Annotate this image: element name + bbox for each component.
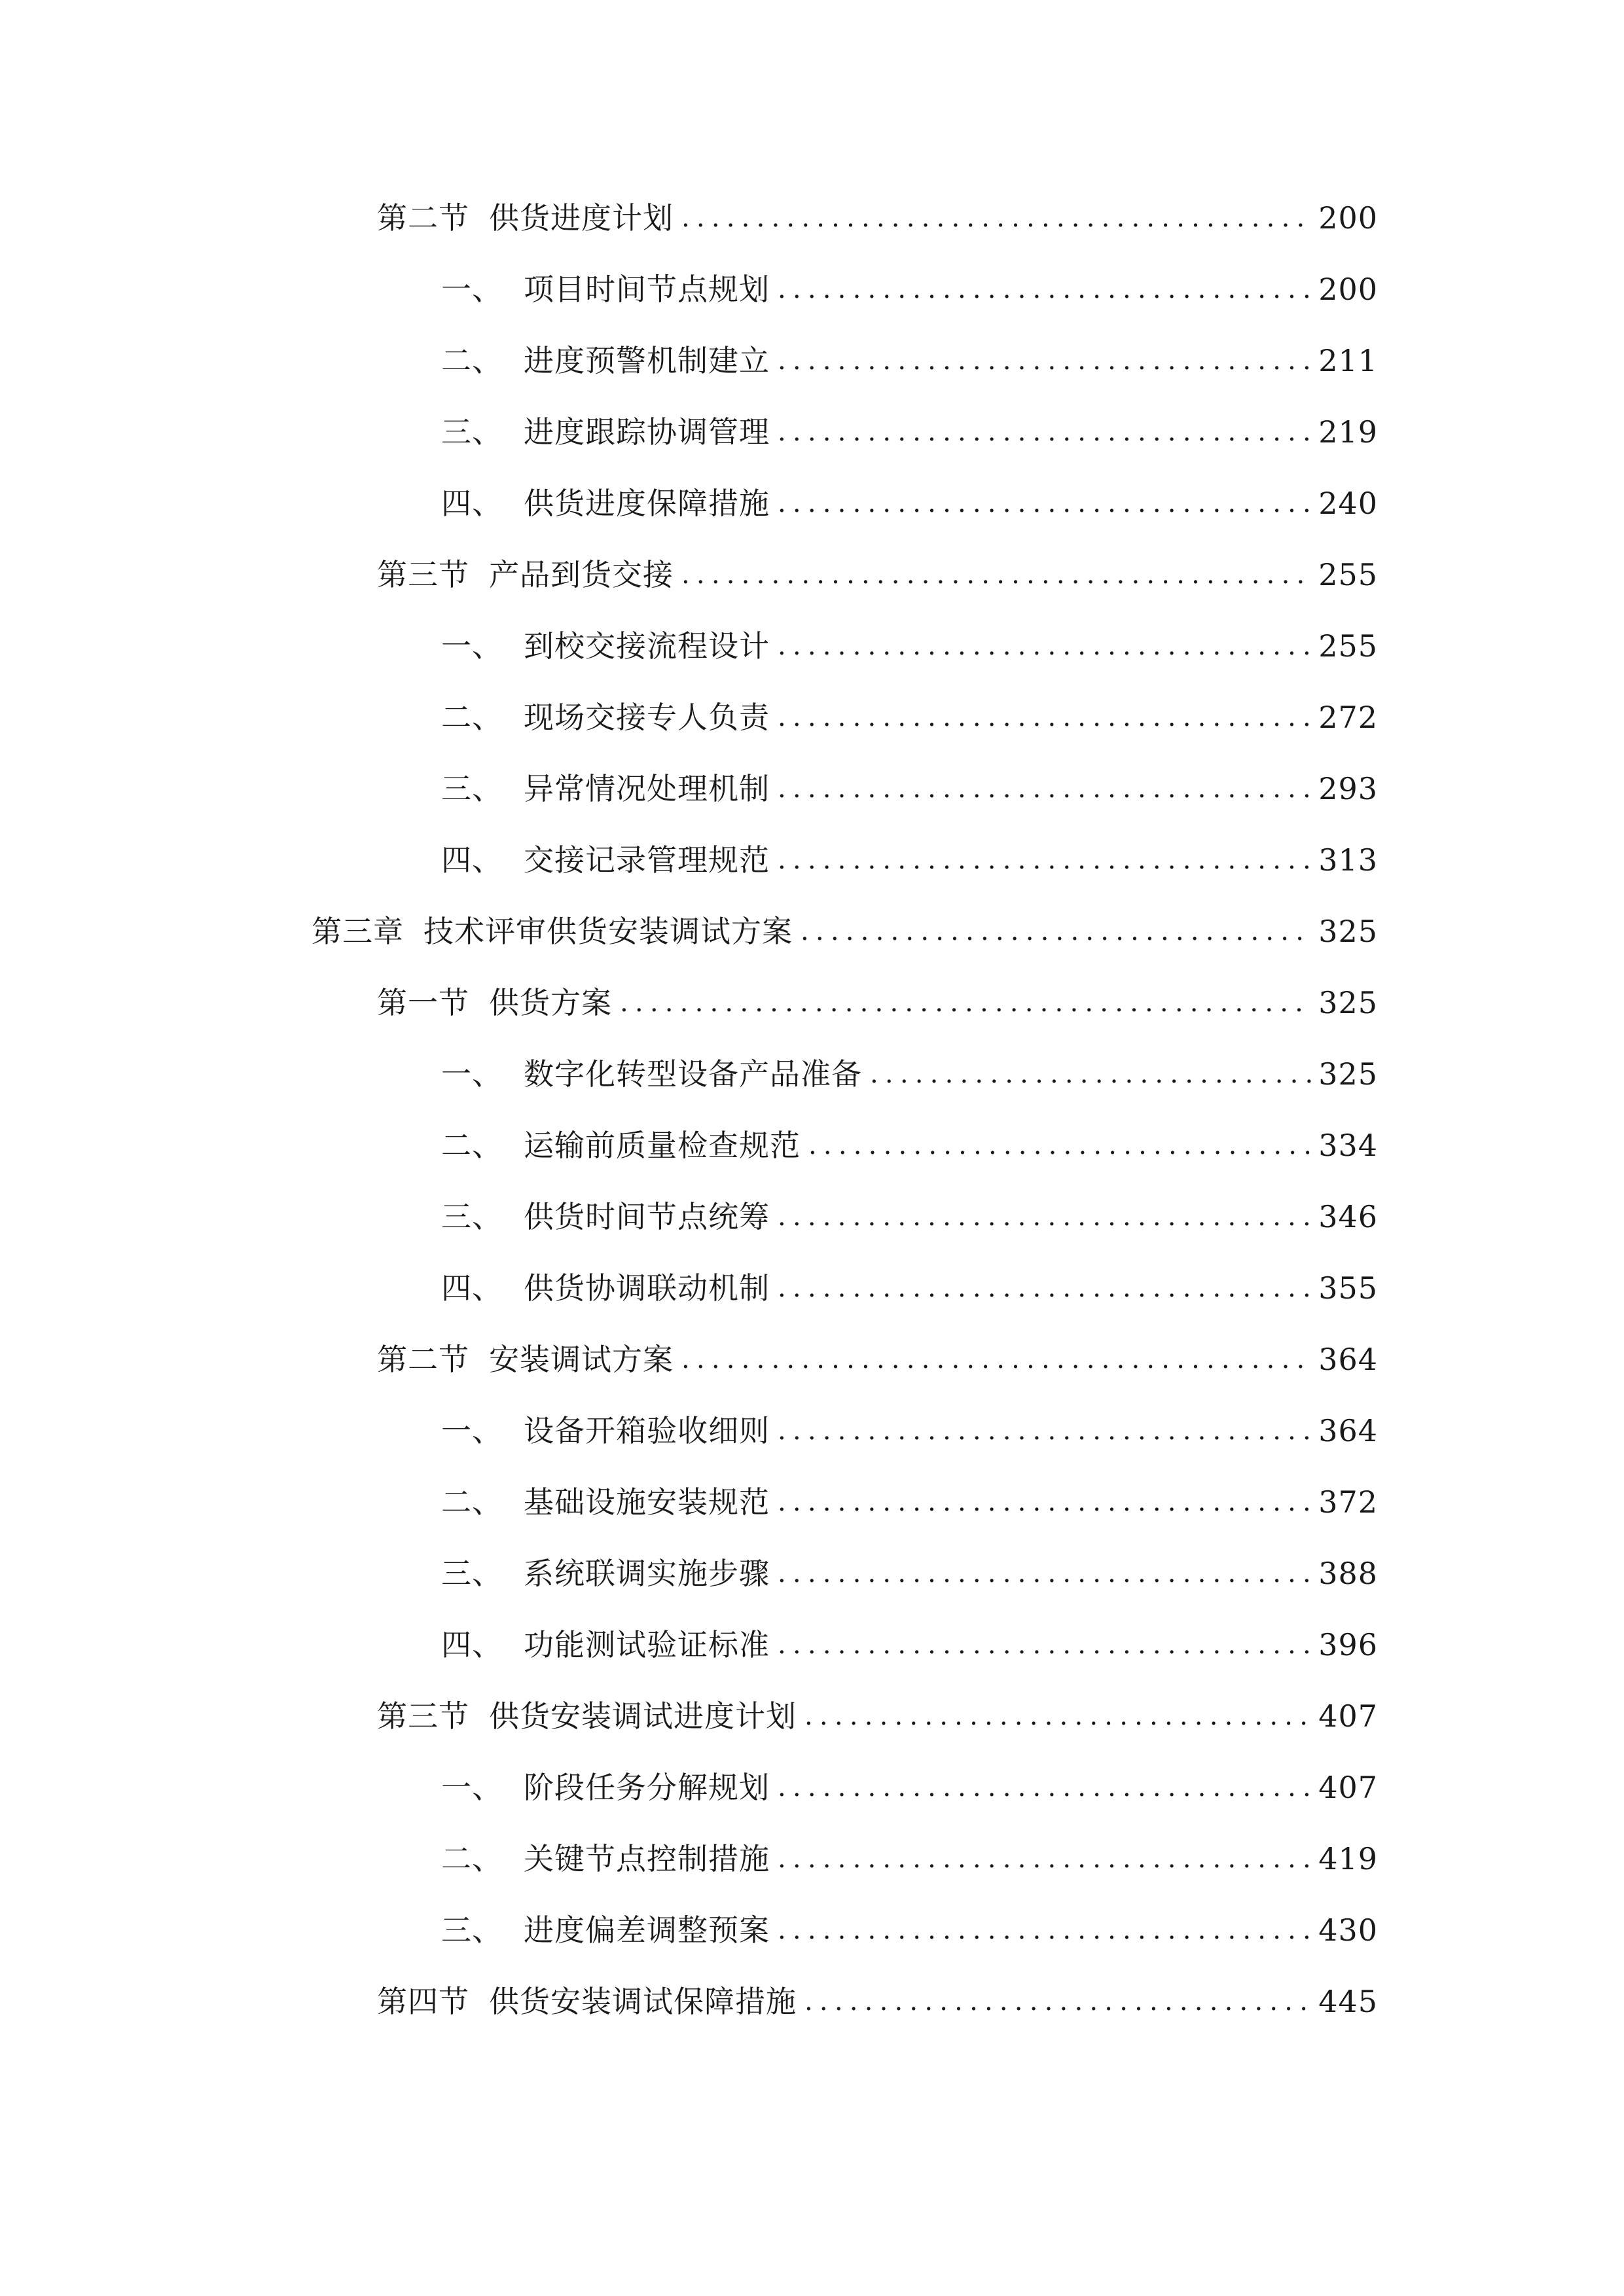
- entry-title: 交接记录管理规范: [524, 842, 770, 878]
- entry-title: 异常情况处理机制: [524, 771, 770, 806]
- entry-prefix: 第三节: [377, 557, 469, 592]
- toc-entry[interactable]: [441, 834, 1378, 886]
- dot-leader: [870, 1048, 1312, 1100]
- entry-page-number: 445: [1318, 1984, 1378, 2019]
- entry-page-number: 396: [1318, 1627, 1378, 1662]
- dot-leader: [801, 905, 1312, 958]
- entry-prefix: 三、: [441, 1199, 503, 1234]
- entry-prefix: 二、: [441, 1484, 503, 1520]
- entry-page-number: 388: [1318, 1556, 1378, 1591]
- dot-leader: [778, 1761, 1312, 1814]
- dot-leader: [804, 1975, 1312, 2028]
- toc-entry[interactable]: [441, 1262, 1378, 1314]
- entry-prefix: 四、: [441, 842, 503, 878]
- entry-prefix: 第二节: [377, 200, 469, 236]
- toc-entry[interactable]: [441, 691, 1378, 744]
- dot-leader: [778, 1476, 1312, 1528]
- entry-prefix: 一、: [441, 628, 503, 664]
- entry-prefix: 第三章: [312, 914, 404, 949]
- toc-entry[interactable]: [312, 905, 1378, 958]
- dot-leader: [778, 406, 1312, 458]
- entry-title: 系统联调实施步骤: [524, 1556, 770, 1591]
- toc-entry[interactable]: [377, 977, 1378, 1029]
- entry-prefix: 第四节: [377, 1984, 469, 2019]
- entry-prefix: 一、: [441, 1056, 503, 1092]
- dot-leader: [681, 192, 1312, 244]
- toc-entry[interactable]: [377, 192, 1378, 244]
- entry-title: 供货协调联动机制: [524, 1270, 770, 1306]
- entry-prefix: 三、: [441, 1912, 503, 1948]
- entry-prefix: 第三节: [377, 1698, 469, 1734]
- dot-leader: [778, 762, 1312, 815]
- entry-prefix: 二、: [441, 343, 503, 378]
- dot-leader: [778, 1833, 1312, 1885]
- entry-title: 项目时间节点规划: [524, 272, 770, 307]
- dot-leader: [778, 691, 1312, 744]
- dot-leader: [681, 548, 1312, 601]
- entry-page-number: 346: [1318, 1199, 1378, 1234]
- entry-title: 供货方案: [489, 985, 612, 1020]
- toc-entry[interactable]: [377, 1690, 1378, 1742]
- toc-entry[interactable]: [441, 1833, 1378, 1885]
- entry-page-number: 407: [1318, 1698, 1378, 1734]
- toc-entry[interactable]: [441, 1119, 1378, 1172]
- dot-leader: [778, 1904, 1312, 1956]
- entry-title: 设备开箱验收细则: [524, 1413, 770, 1448]
- entry-prefix: 二、: [441, 1841, 503, 1876]
- dot-leader: [778, 620, 1312, 672]
- toc-entry[interactable]: [377, 1975, 1378, 2028]
- dot-leader: [778, 1405, 1312, 1457]
- entry-title: 供货进度计划: [489, 200, 674, 236]
- toc-entry[interactable]: [377, 1333, 1378, 1386]
- entry-page-number: 419: [1318, 1841, 1378, 1876]
- dot-leader: [778, 1547, 1312, 1600]
- entry-title: 功能测试验证标准: [524, 1627, 770, 1662]
- dot-leader: [778, 1191, 1312, 1243]
- entry-page-number: 200: [1318, 200, 1378, 236]
- dot-leader: [778, 834, 1312, 886]
- entry-prefix: 第二节: [377, 1342, 469, 1377]
- entry-title: 运输前质量检查规范: [524, 1128, 801, 1163]
- dot-leader: [778, 334, 1312, 387]
- toc-entry[interactable]: [441, 1048, 1378, 1100]
- entry-page-number: 364: [1318, 1342, 1378, 1377]
- entry-prefix: 四、: [441, 486, 503, 521]
- entry-title: 数字化转型设备产品准备: [524, 1056, 862, 1092]
- dot-leader: [778, 477, 1312, 529]
- entry-page-number: 325: [1318, 985, 1378, 1020]
- entry-page-number: 255: [1318, 557, 1378, 592]
- dot-leader: [778, 263, 1312, 315]
- entry-title: 安装调试方案: [489, 1342, 674, 1377]
- entry-page-number: 255: [1318, 628, 1378, 664]
- entry-page-number: 355: [1318, 1270, 1378, 1306]
- entry-title: 供货安装调试保障措施: [489, 1984, 797, 2019]
- entry-title: 供货安装调试进度计划: [489, 1698, 797, 1734]
- entry-prefix: 一、: [441, 1770, 503, 1805]
- dot-leader: [620, 977, 1312, 1029]
- dot-leader: [808, 1119, 1312, 1172]
- entry-title: 供货时间节点统筹: [524, 1199, 770, 1234]
- entry-prefix: 二、: [441, 1128, 503, 1163]
- entry-page-number: 430: [1318, 1912, 1378, 1948]
- entry-page-number: 272: [1318, 700, 1378, 735]
- entry-page-number: 211: [1318, 343, 1378, 378]
- entry-prefix: 四、: [441, 1627, 503, 1662]
- toc-entry[interactable]: [441, 334, 1378, 387]
- toc-entry[interactable]: [441, 1547, 1378, 1600]
- dot-leader: [804, 1690, 1312, 1742]
- entry-title: 现场交接专人负责: [524, 700, 770, 735]
- toc-entry[interactable]: [441, 406, 1378, 458]
- entry-page-number: 334: [1318, 1128, 1378, 1163]
- entry-page-number: 372: [1318, 1484, 1378, 1520]
- entry-prefix: 一、: [441, 1413, 503, 1448]
- entry-page-number: 325: [1318, 914, 1378, 949]
- entry-prefix: 三、: [441, 414, 503, 450]
- entry-prefix: 四、: [441, 1270, 503, 1306]
- toc-entry[interactable]: [441, 762, 1378, 815]
- entry-page-number: 200: [1318, 272, 1378, 307]
- entry-title: 进度偏差调整预案: [524, 1912, 770, 1948]
- entry-prefix: 三、: [441, 771, 503, 806]
- dot-leader: [681, 1333, 1312, 1386]
- toc-entry[interactable]: [441, 620, 1378, 672]
- toc-entry[interactable]: [377, 548, 1378, 601]
- dot-leader: [778, 1619, 1312, 1671]
- toc-entry[interactable]: [441, 1619, 1378, 1671]
- entry-title: 到校交接流程设计: [524, 628, 770, 664]
- toc-entry[interactable]: [441, 1191, 1378, 1243]
- entry-page-number: 240: [1318, 486, 1378, 521]
- entry-page-number: 325: [1318, 1056, 1378, 1092]
- entry-page-number: 313: [1318, 842, 1378, 878]
- entry-prefix: 二、: [441, 700, 503, 735]
- entry-title: 进度跟踪协调管理: [524, 414, 770, 450]
- entry-title: 产品到货交接: [489, 557, 674, 592]
- toc-entry[interactable]: [441, 1405, 1378, 1457]
- entry-title: 阶段任务分解规划: [524, 1770, 770, 1805]
- toc-entry[interactable]: [441, 263, 1378, 315]
- entry-title: 进度预警机制建立: [524, 343, 770, 378]
- entry-page-number: 364: [1318, 1413, 1378, 1448]
- toc-entry[interactable]: [441, 477, 1378, 529]
- entry-page-number: 293: [1318, 771, 1378, 806]
- toc-entry[interactable]: [441, 1761, 1378, 1814]
- entry-title: 供货进度保障措施: [524, 486, 770, 521]
- entry-prefix: 三、: [441, 1556, 503, 1591]
- entry-title: 基础设施安装规范: [524, 1484, 770, 1520]
- entry-title: 关键节点控制措施: [524, 1841, 770, 1876]
- dot-leader: [778, 1262, 1312, 1314]
- entry-page-number: 219: [1318, 414, 1378, 450]
- entry-title: 技术评审供货安装调试方案: [424, 914, 793, 949]
- entry-prefix: 一、: [441, 272, 503, 307]
- toc-entry[interactable]: [441, 1476, 1378, 1528]
- toc-entry[interactable]: [441, 1904, 1378, 1956]
- entry-page-number: 407: [1318, 1770, 1378, 1805]
- entry-prefix: 第一节: [377, 985, 469, 1020]
